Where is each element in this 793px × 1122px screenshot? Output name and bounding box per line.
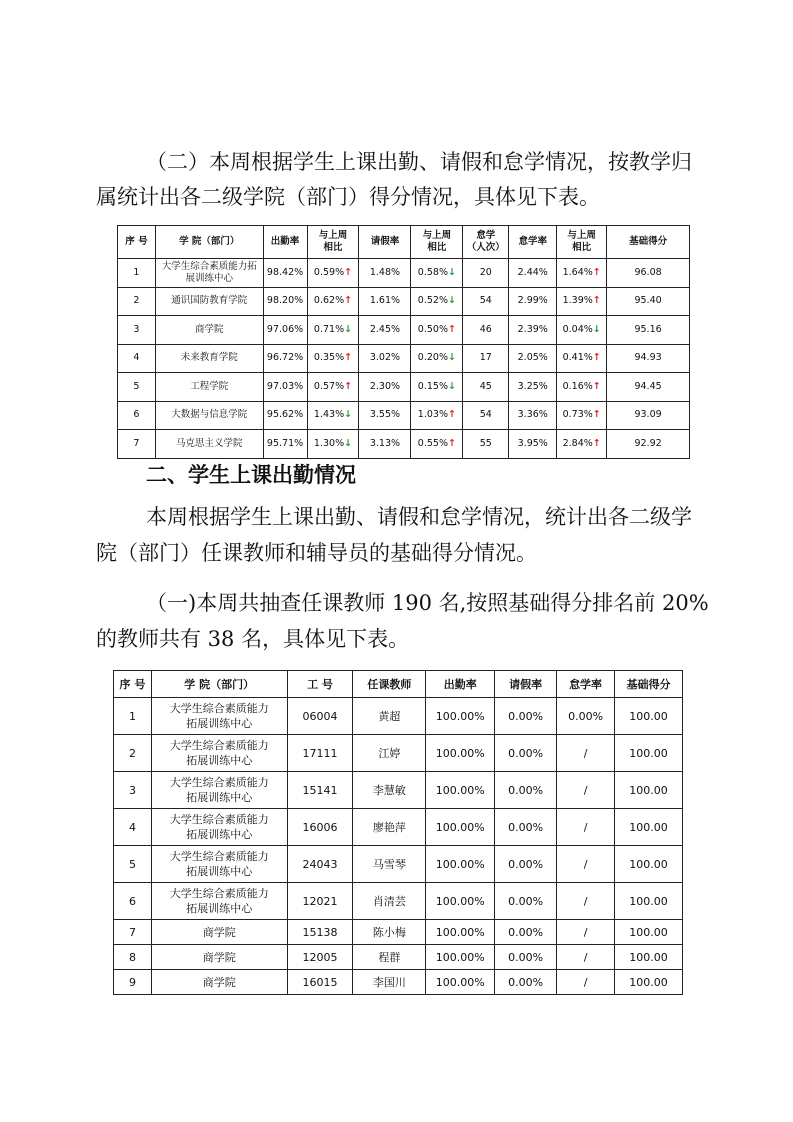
cell-seq: 2 xyxy=(118,287,156,316)
cell-seq: 3 xyxy=(118,316,156,345)
header-leave: 请假率 xyxy=(359,226,411,259)
teacher-score-table xyxy=(113,670,683,995)
cell-teacher: 陈小梅 xyxy=(353,920,426,945)
cell-college: 大学生综合素质能力拓展训练中心 xyxy=(155,259,263,288)
cell-seq: 1 xyxy=(114,698,152,735)
header-vs-last-week-3: 与上周 相比 xyxy=(557,226,607,259)
cell-leave-change: 1.03%↑ xyxy=(411,401,463,430)
table-row xyxy=(114,920,683,945)
cell-teacher: 马雪琴 xyxy=(353,846,426,883)
arrow-up-icon: ↑ xyxy=(592,380,601,392)
table-row xyxy=(114,883,683,920)
cell-staff-id: 17111 xyxy=(287,735,353,772)
table-row xyxy=(114,735,683,772)
cell-leave: 3.02% xyxy=(359,344,411,373)
header-truancy-rate: 怠学率 xyxy=(557,671,615,698)
cell-seq: 5 xyxy=(118,373,156,402)
arrow-down-icon: ↓ xyxy=(447,295,456,307)
college-score-table xyxy=(117,225,690,459)
cell-seq: 6 xyxy=(114,883,152,920)
cell-attendance-change: 0.59%↑ xyxy=(307,259,359,288)
cell-leave: 0.00% xyxy=(495,883,557,920)
arrow-up-icon: ↑ xyxy=(344,380,353,392)
cell-leave: 2.30% xyxy=(359,373,411,402)
cell-score: 100.00 xyxy=(615,772,683,809)
table-header-row xyxy=(114,671,683,698)
cell-attendance-change: 0.57%↑ xyxy=(307,373,359,402)
cell-leave-change: 0.55%↑ xyxy=(411,430,463,459)
cell-college: 大学生综合素质能力 拓展训练中心 xyxy=(151,883,287,920)
cell-teacher: 李国川 xyxy=(353,970,426,995)
cell-score: 100.00 xyxy=(615,698,683,735)
header-truancy-rate: 怠学率 xyxy=(509,226,557,259)
cell-college: 大学生综合素质能力 拓展训练中心 xyxy=(151,735,287,772)
header-vs-last-week-1: 与上周 相比 xyxy=(307,226,359,259)
cell-seq: 4 xyxy=(118,344,156,373)
cell-teacher: 李慧敏 xyxy=(353,772,426,809)
cell-attendance: 95.71% xyxy=(263,430,307,459)
cell-seq: 9 xyxy=(114,970,152,995)
cell-truancy-count: 54 xyxy=(463,287,509,316)
arrow-up-icon: ↑ xyxy=(447,437,456,449)
paragraph-intro-line2: 属统计出各二级学院（部门）得分情况，具体见下表。 xyxy=(96,185,600,209)
cell-score: 96.08 xyxy=(607,259,690,288)
cell-college: 大数据与信息学院 xyxy=(155,401,263,430)
cell-truancy-rate: / xyxy=(557,970,615,995)
table-row xyxy=(118,401,690,430)
paragraph-summary-line1: 本周根据学生上课出勤、请假和怠学情况，统计出各二级学 xyxy=(146,505,692,529)
cell-attendance-change: 0.71%↓ xyxy=(307,316,359,345)
cell-attendance: 97.06% xyxy=(263,316,307,345)
cell-truancy-rate: / xyxy=(557,735,615,772)
cell-attendance: 95.62% xyxy=(263,401,307,430)
cell-leave: 0.00% xyxy=(495,735,557,772)
arrow-up-icon: ↑ xyxy=(592,409,601,421)
cell-truancy-count: 17 xyxy=(463,344,509,373)
cell-college: 大学生综合素质能力 拓展训练中心 xyxy=(151,698,287,735)
arrow-down-icon: ↓ xyxy=(447,380,456,392)
cell-truancy-change: 0.73%↑ xyxy=(557,401,607,430)
cell-teacher: 程群 xyxy=(353,945,426,970)
cell-leave: 0.00% xyxy=(495,945,557,970)
cell-leave: 3.55% xyxy=(359,401,411,430)
header-seq: 序 号 xyxy=(114,671,152,698)
header-teacher: 任课教师 xyxy=(353,671,426,698)
cell-leave-change: 0.52%↓ xyxy=(411,287,463,316)
cell-truancy-count: 54 xyxy=(463,401,509,430)
cell-attendance: 100.00% xyxy=(426,698,495,735)
paragraph-teachers-line2: 的教师共有 38 名，具体见下表。 xyxy=(96,627,410,651)
cell-seq: 5 xyxy=(114,846,152,883)
cell-staff-id: 12021 xyxy=(287,883,353,920)
cell-attendance: 100.00% xyxy=(426,809,495,846)
cell-staff-id: 24043 xyxy=(287,846,353,883)
cell-attendance: 100.00% xyxy=(426,846,495,883)
header-attendance: 出勤率 xyxy=(426,671,495,698)
arrow-up-icon: ↑ xyxy=(447,323,456,335)
cell-truancy-rate: / xyxy=(557,883,615,920)
cell-leave: 3.13% xyxy=(359,430,411,459)
cell-seq: 3 xyxy=(114,772,152,809)
header-staff-id: 工 号 xyxy=(287,671,353,698)
cell-truancy-count: 55 xyxy=(463,430,509,459)
cell-seq: 7 xyxy=(118,430,156,459)
arrow-up-icon: ↑ xyxy=(344,295,353,307)
cell-seq: 7 xyxy=(114,920,152,945)
cell-teacher: 黄超 xyxy=(353,698,426,735)
cell-leave-change: 0.15%↓ xyxy=(411,373,463,402)
cell-truancy-rate: / xyxy=(557,920,615,945)
cell-staff-id: 15138 xyxy=(287,920,353,945)
cell-college: 大学生综合素质能力 拓展训练中心 xyxy=(151,846,287,883)
header-attendance: 出勤率 xyxy=(263,226,307,259)
cell-leave: 0.00% xyxy=(495,846,557,883)
paragraph-intro-line1: （二）本周根据学生上课出勤、请假和怠学情况，按教学归 xyxy=(146,150,692,174)
cell-college: 大学生综合素质能力 拓展训练中心 xyxy=(151,772,287,809)
header-truancy-count: 怠学 （人次） xyxy=(463,226,509,259)
arrow-down-icon: ↓ xyxy=(592,323,601,335)
arrow-down-icon: ↓ xyxy=(447,266,456,278)
cell-truancy-rate: / xyxy=(557,772,615,809)
cell-truancy-rate: 2.39% xyxy=(509,316,557,345)
table-row xyxy=(114,846,683,883)
cell-truancy-rate: 2.44% xyxy=(509,259,557,288)
cell-truancy-rate: 0.00% xyxy=(557,698,615,735)
cell-leave-change: 0.20%↓ xyxy=(411,344,463,373)
arrow-up-icon: ↑ xyxy=(592,295,601,307)
cell-truancy-change: 0.04%↓ xyxy=(557,316,607,345)
cell-score: 100.00 xyxy=(615,970,683,995)
header-leave: 请假率 xyxy=(495,671,557,698)
arrow-down-icon: ↓ xyxy=(344,437,353,449)
header-vs-last-week-2: 与上周 相比 xyxy=(411,226,463,259)
table-row xyxy=(118,287,690,316)
header-score: 基础得分 xyxy=(615,671,683,698)
cell-leave: 0.00% xyxy=(495,698,557,735)
cell-attendance: 100.00% xyxy=(426,945,495,970)
table-row xyxy=(114,698,683,735)
cell-score: 100.00 xyxy=(615,920,683,945)
cell-attendance: 100.00% xyxy=(426,772,495,809)
table-row xyxy=(118,373,690,402)
cell-teacher: 江婷 xyxy=(353,735,426,772)
cell-staff-id: 15141 xyxy=(287,772,353,809)
arrow-down-icon: ↓ xyxy=(447,352,456,364)
cell-seq: 4 xyxy=(114,809,152,846)
cell-college: 马克思主义学院 xyxy=(155,430,263,459)
cell-seq: 8 xyxy=(114,945,152,970)
cell-staff-id: 06004 xyxy=(287,698,353,735)
cell-score: 92.92 xyxy=(607,430,690,459)
cell-staff-id: 16015 xyxy=(287,970,353,995)
table-row xyxy=(118,430,690,459)
cell-truancy-change: 0.41%↑ xyxy=(557,344,607,373)
cell-truancy-rate: 3.36% xyxy=(509,401,557,430)
table-row xyxy=(114,970,683,995)
cell-college: 商学院 xyxy=(155,316,263,345)
cell-score: 100.00 xyxy=(615,809,683,846)
cell-leave: 0.00% xyxy=(495,970,557,995)
cell-college: 通识国防教育学院 xyxy=(155,287,263,316)
cell-staff-id: 16006 xyxy=(287,809,353,846)
cell-teacher: 肖清芸 xyxy=(353,883,426,920)
cell-college: 商学院 xyxy=(151,945,287,970)
header-score: 基础得分 xyxy=(607,226,690,259)
cell-leave: 0.00% xyxy=(495,809,557,846)
cell-score: 100.00 xyxy=(615,883,683,920)
cell-college: 工程学院 xyxy=(155,373,263,402)
cell-seq: 6 xyxy=(118,401,156,430)
cell-attendance: 100.00% xyxy=(426,920,495,945)
cell-truancy-rate: 2.99% xyxy=(509,287,557,316)
cell-truancy-count: 45 xyxy=(463,373,509,402)
cell-truancy-change: 1.64%↑ xyxy=(557,259,607,288)
cell-score: 100.00 xyxy=(615,735,683,772)
cell-truancy-rate: 3.95% xyxy=(509,430,557,459)
table-row xyxy=(114,809,683,846)
cell-attendance-change: 0.62%↑ xyxy=(307,287,359,316)
cell-score: 95.16 xyxy=(607,316,690,345)
cell-leave: 0.00% xyxy=(495,920,557,945)
cell-college: 商学院 xyxy=(151,970,287,995)
cell-attendance: 98.20% xyxy=(263,287,307,316)
cell-score: 94.45 xyxy=(607,373,690,402)
section-heading: 二、学生上课出勤情况 xyxy=(146,463,356,487)
cell-score: 94.93 xyxy=(607,344,690,373)
header-seq: 序 号 xyxy=(118,226,156,259)
cell-score: 100.00 xyxy=(615,846,683,883)
cell-staff-id: 12005 xyxy=(287,945,353,970)
cell-leave: 2.45% xyxy=(359,316,411,345)
arrow-up-icon: ↑ xyxy=(592,266,601,278)
table-row xyxy=(114,772,683,809)
cell-truancy-rate: / xyxy=(557,809,615,846)
cell-leave: 1.48% xyxy=(359,259,411,288)
cell-truancy-count: 46 xyxy=(463,316,509,345)
table-header-row xyxy=(118,226,690,259)
cell-truancy-change: 2.84%↑ xyxy=(557,430,607,459)
cell-attendance: 97.03% xyxy=(263,373,307,402)
cell-attendance: 100.00% xyxy=(426,970,495,995)
cell-truancy-rate: / xyxy=(557,846,615,883)
table-row xyxy=(118,316,690,345)
arrow-up-icon: ↑ xyxy=(447,409,456,421)
cell-leave-change: 0.58%↓ xyxy=(411,259,463,288)
cell-truancy-rate: 2.05% xyxy=(509,344,557,373)
cell-college: 未来教育学院 xyxy=(155,344,263,373)
cell-truancy-count: 20 xyxy=(463,259,509,288)
cell-leave: 0.00% xyxy=(495,772,557,809)
cell-seq: 2 xyxy=(114,735,152,772)
paragraph-teachers-line1: （一)本周共抽查任课教师 190 名,按照基础得分排名前 20% xyxy=(146,591,709,615)
arrow-up-icon: ↑ xyxy=(344,266,353,278)
cell-attendance: 100.00% xyxy=(426,883,495,920)
cell-teacher: 廖艳萍 xyxy=(353,809,426,846)
paragraph-summary-line2: 院（部门）任课教师和辅导员的基础得分情况。 xyxy=(96,541,537,565)
cell-truancy-rate: 3.25% xyxy=(509,373,557,402)
arrow-up-icon: ↑ xyxy=(592,352,601,364)
cell-attendance-change: 1.30%↓ xyxy=(307,430,359,459)
header-college: 学 院（部门） xyxy=(151,671,287,698)
arrow-down-icon: ↓ xyxy=(344,409,353,421)
cell-leave: 1.61% xyxy=(359,287,411,316)
cell-attendance: 100.00% xyxy=(426,735,495,772)
cell-score: 93.09 xyxy=(607,401,690,430)
table-row xyxy=(118,259,690,288)
cell-score: 100.00 xyxy=(615,945,683,970)
arrow-up-icon: ↑ xyxy=(344,352,353,364)
table-row xyxy=(118,344,690,373)
cell-attendance: 96.72% xyxy=(263,344,307,373)
arrow-up-icon: ↑ xyxy=(592,437,601,449)
cell-attendance-change: 0.35%↑ xyxy=(307,344,359,373)
cell-score: 95.40 xyxy=(607,287,690,316)
cell-seq: 1 xyxy=(118,259,156,288)
cell-attendance-change: 1.43%↓ xyxy=(307,401,359,430)
cell-college: 大学生综合素质能力 拓展训练中心 xyxy=(151,809,287,846)
header-college: 学 院（部门） xyxy=(155,226,263,259)
cell-truancy-rate: / xyxy=(557,945,615,970)
cell-attendance: 98.42% xyxy=(263,259,307,288)
cell-leave-change: 0.50%↑ xyxy=(411,316,463,345)
table-row xyxy=(114,945,683,970)
cell-college: 商学院 xyxy=(151,920,287,945)
arrow-down-icon: ↓ xyxy=(344,323,353,335)
cell-truancy-change: 0.16%↑ xyxy=(557,373,607,402)
cell-truancy-change: 1.39%↑ xyxy=(557,287,607,316)
